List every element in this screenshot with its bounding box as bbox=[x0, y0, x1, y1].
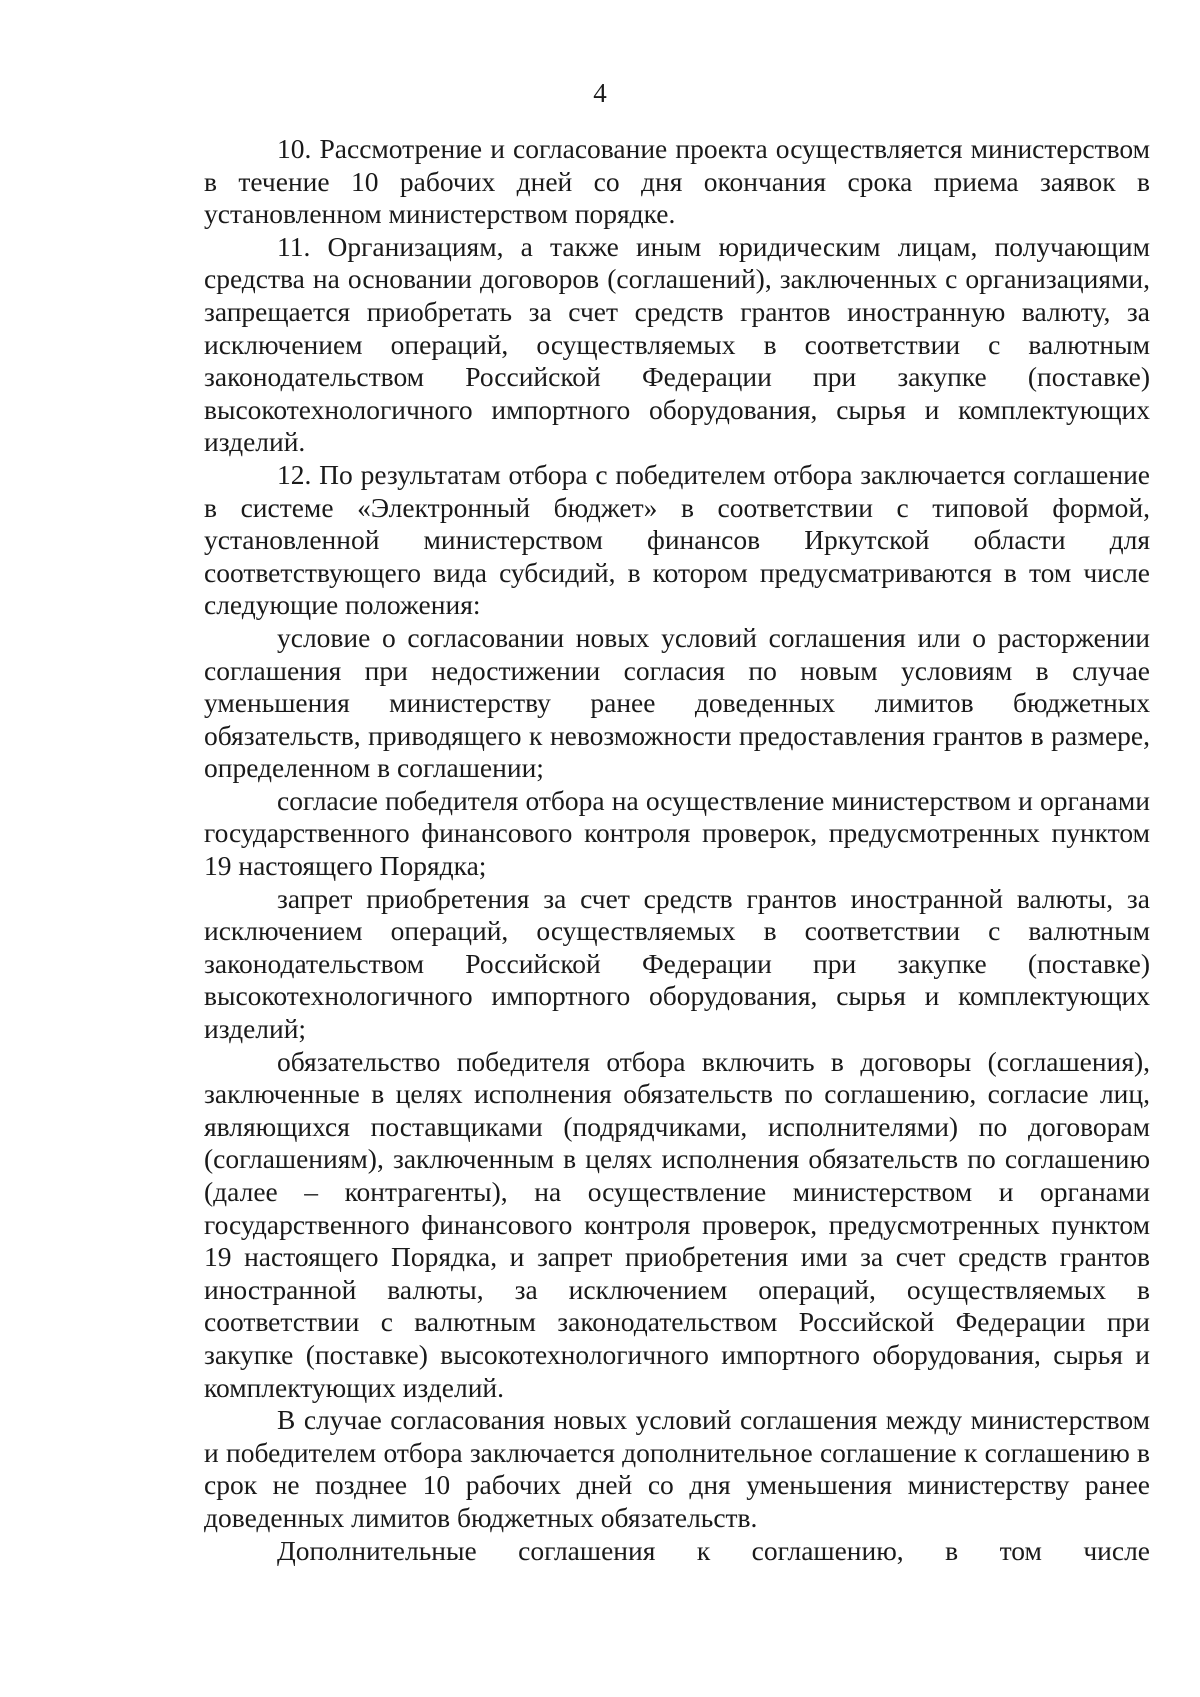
provision-contractor-obligation: обязательство победителя отбора включить в договоры (соглашения), заключенные в целях исполнения обязательств по соглашению, согласие лиц, являющихся поставщиками (подрядчиками, исполнителями) по договорам (соглашениям), заключенным в целях исполнения обязательств по соглашению (далее – контрагенты), на осуществление министерством и органами государственного финансового контроля проверок, предусмотренных пунктом 19 настоящего Порядка, и запрет приобретения ими за счет средств грантов иностранной валюты, за исключением операций, осуществляемых в соответствии с валютным законодательством Российской Федерации при закупке (поставке) высокотехнологичного импортного оборудования, сырья и комплектующих изделий. bbox=[204, 1045, 1150, 1403]
provision-inspection-consent: согласие победителя отбора на осуществление министерством и органами государственного финансового контроля проверок, предусмотренных пунктом 19 настоящего Порядка; bbox=[204, 784, 1150, 882]
provision-new-conditions: условие о согласовании новых условий соглашения или о расторжении соглашения при недостижении согласия по новым условиям в случае уменьшения министерству ранее доведенных лимитов бюджетных обязательств, приводящего к невозможности предоставления грантов в размере, определенном в соглашении; bbox=[204, 621, 1150, 784]
provision-currency-ban: запрет приобретения за счет средств грантов иностранной валюты, за исключением операций, осуществляемых в соответствии с валютным законодательством Российской Федерации при закупке (поставке) высокотехнологичного импортного оборудования, сырья и комплектующих изделий; bbox=[204, 882, 1150, 1045]
paragraph-12: 12. По результатам отбора с победителем отбора заключается соглашение в системе «Электронный бюджет» в соответствии с типовой формой, установленной министерством финансов Иркутской области для соответствующего вида субсидий, в котором предусматриваются в том числе следующие положения: bbox=[204, 458, 1150, 621]
page-number: 4 bbox=[593, 78, 607, 108]
paragraph-continuation: Дополнительные соглашения к соглашению, в том числе bbox=[277, 1534, 1150, 1566]
paragraph-10: 10. Рассмотрение и согласование проекта осуществляется министерством в течение 10 рабочих дней со дня окончания срока приема заявок в установленном министерством порядке. bbox=[204, 133, 1150, 230]
paragraph-additional-agreement: В случае согласования новых условий соглашения между министерством и победителем отбора заключается дополнительное соглашение к соглашению в срок не позднее 10 рабочих дней со дня уменьшения министерству ранее доведенных лимитов бюджетных обязательств. bbox=[204, 1404, 1150, 1533]
document-body bbox=[204, 133, 1150, 1567]
paragraph-11: 11. Организациям, а также иным юридическим лицам, получающим средства на основании договоров (соглашений), заключенных с организациями, запрещается приобретать за счет средств грантов иностранную валюту, за исключением операций, осуществляемых в соответствии с валютным законодательством Российской Федерации при закупке (поставке) высокотехнологичного импортного оборудования, сырья и комплектующих изделий. bbox=[204, 230, 1150, 458]
